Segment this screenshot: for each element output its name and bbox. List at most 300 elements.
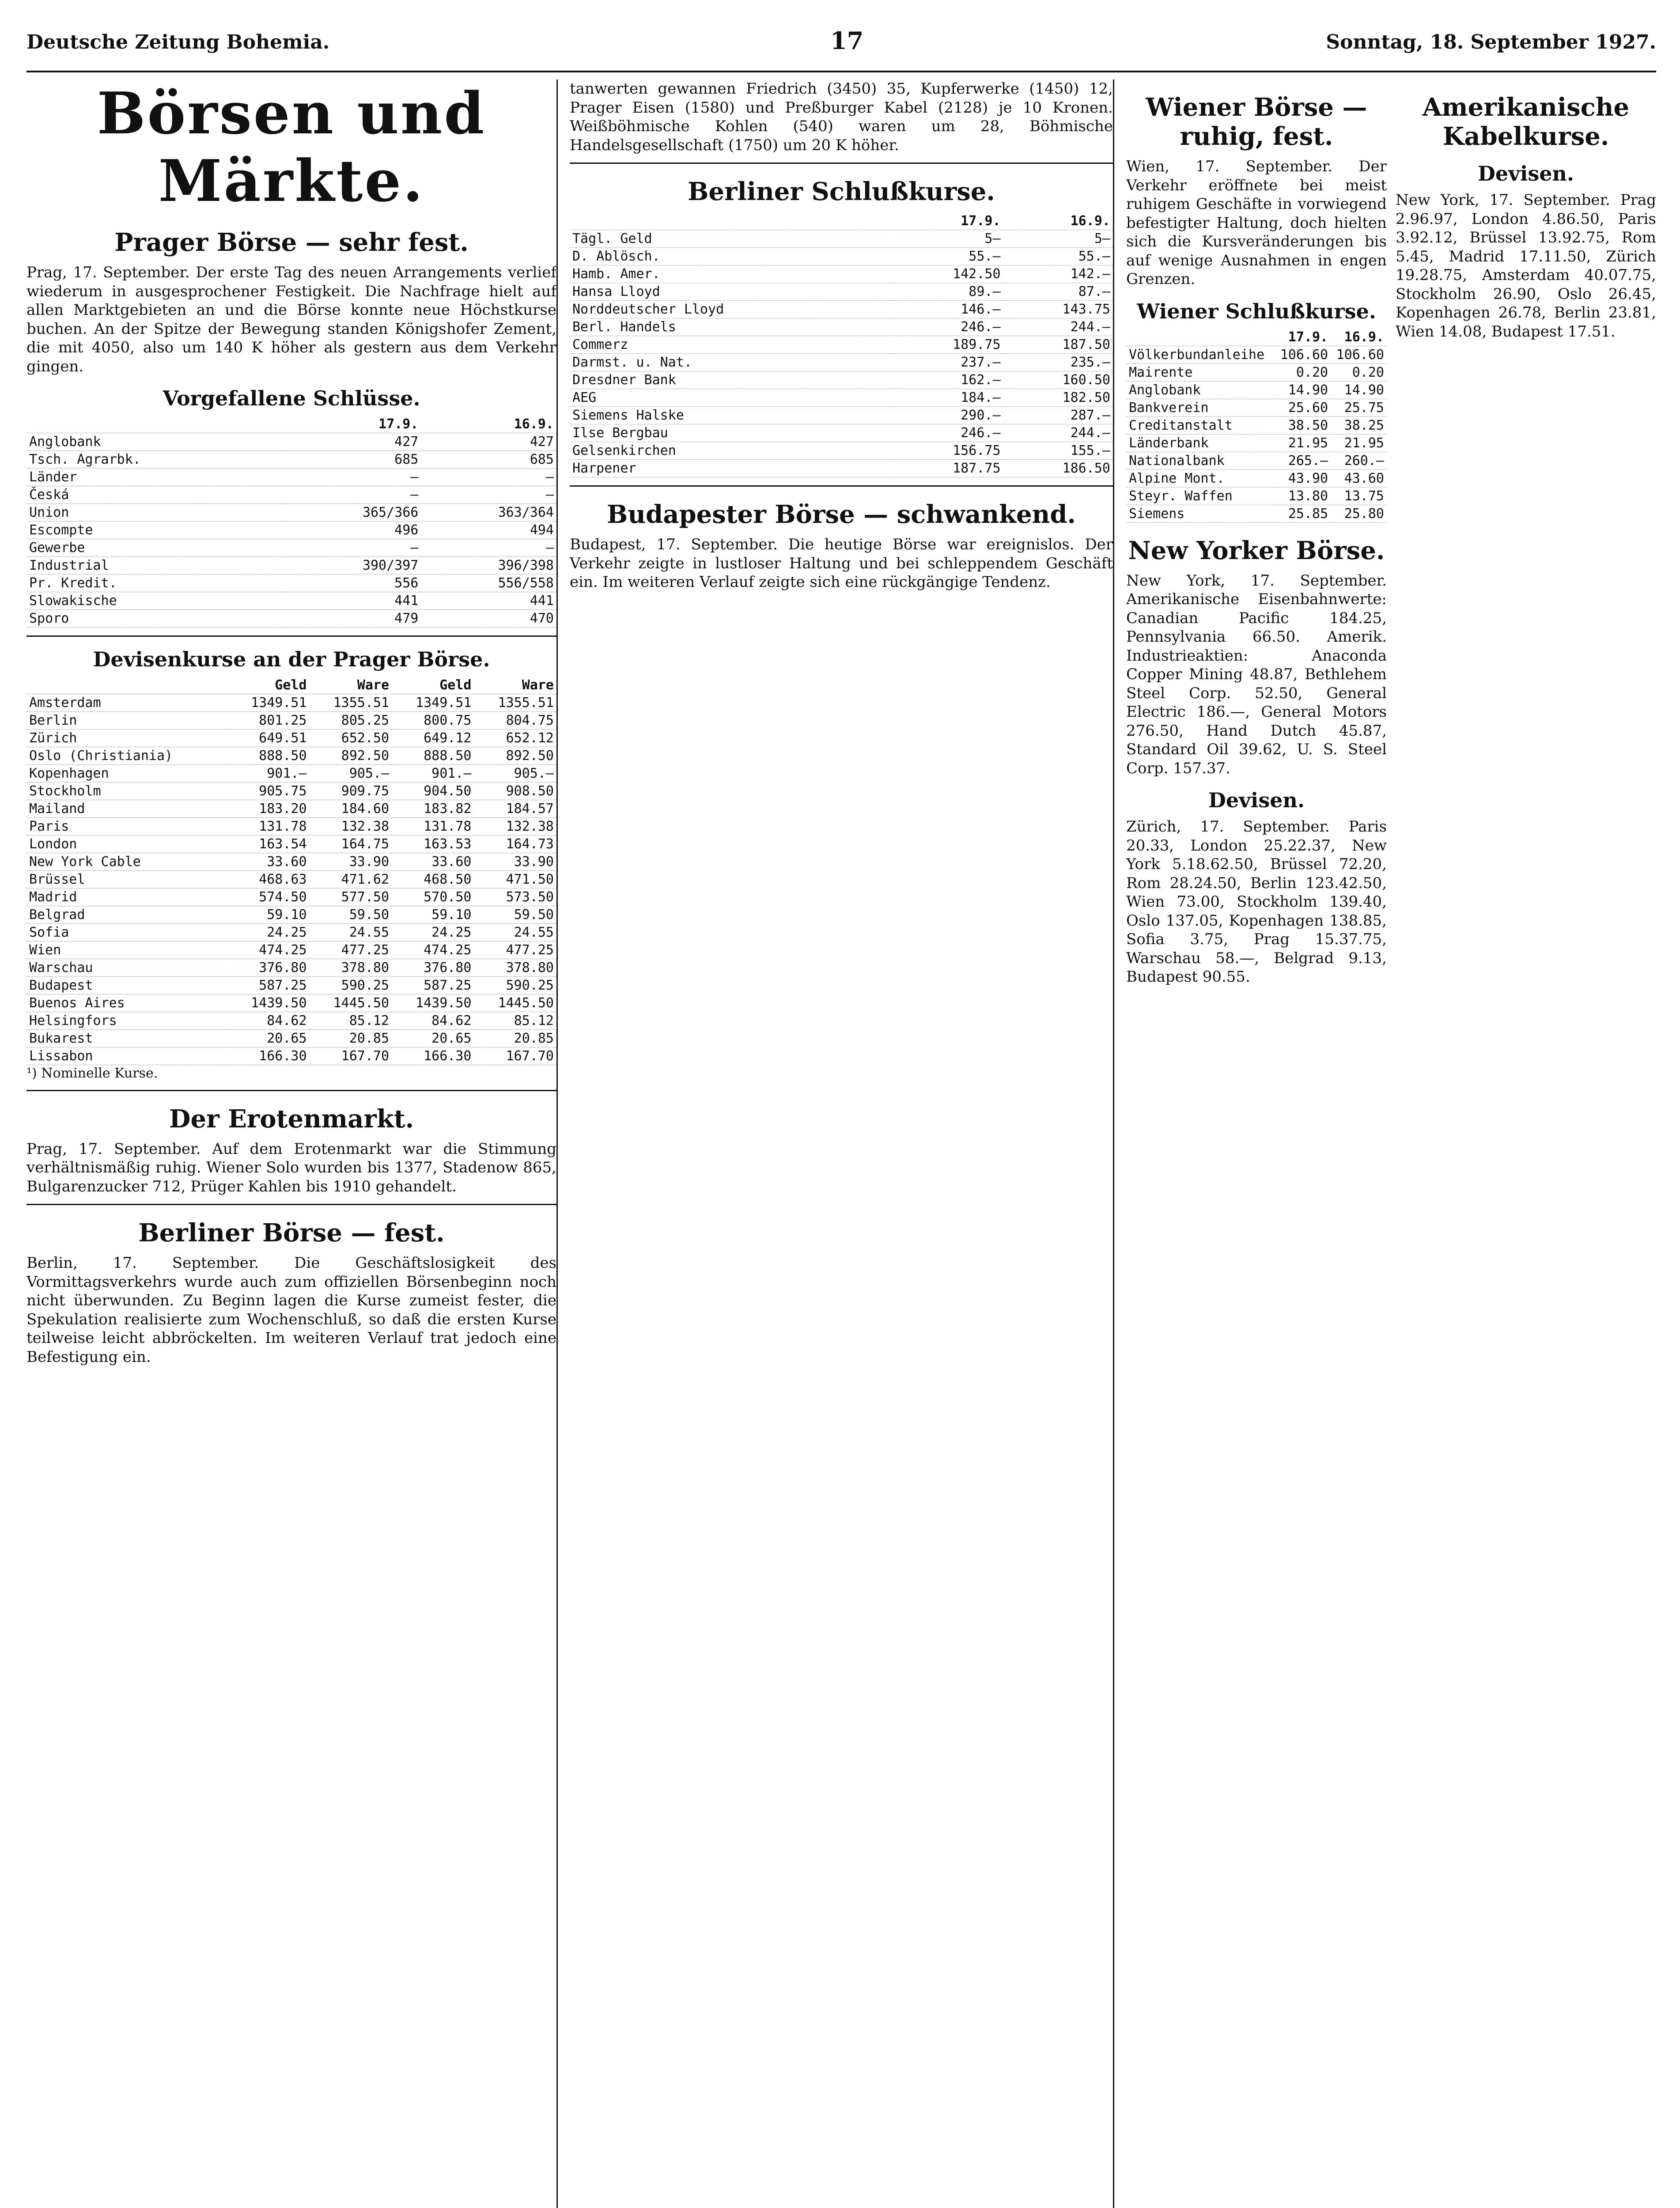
continued-text: tanwerten gewannen Friedrich (3450) 35, Kupferwerke (1450) 12, Prager Eisen (1580) und Preßburger Kabel (2128) je 10 Kronen. Weißböhmische Kohlen (540) waren um 28, Böhmische Handelsgesellschaft (1750) um 20 K höher. [570, 80, 1113, 154]
table-row [570, 442, 1113, 460]
table-cell: 1355.51 [310, 694, 392, 712]
table-cell: 246.— [893, 318, 1003, 336]
date-line: Sonntag, 18. September 1927. [1326, 31, 1656, 53]
table-cell: 474.25 [392, 941, 474, 959]
table-cell: Ilse Bergbau [570, 424, 893, 442]
table-cell: Siemens [1126, 505, 1275, 522]
table-cell: 21.95 [1275, 434, 1331, 452]
table-cell: 24.25 [392, 924, 474, 941]
table-cell: Belgrad [26, 906, 227, 924]
table-cell: 0.20 [1331, 363, 1387, 381]
table-cell: 89.— [893, 283, 1003, 301]
table-cell: — [286, 539, 421, 557]
table-cell: Creditanstalt [1126, 416, 1275, 434]
table-cell: Bukarest [26, 1030, 227, 1047]
table-cell: Norddeutscher Lloyd [570, 301, 893, 318]
table-row [26, 906, 556, 924]
table-cell: 131.78 [227, 818, 309, 836]
column-header: 17.9. [286, 416, 421, 433]
table-cell: 142.50 [893, 265, 1003, 283]
table-cell: Zürich [26, 730, 227, 747]
column-header: Ware [310, 677, 392, 694]
column-header: 16.9. [421, 416, 556, 433]
table-row [570, 407, 1113, 424]
table-cell: 905.— [310, 765, 392, 783]
table-row [26, 783, 556, 800]
table-cell: 24.25 [227, 924, 309, 941]
column-header [1126, 329, 1275, 346]
table-cell: Alpine Mont. [1126, 469, 1275, 487]
table-cell: 14.90 [1331, 381, 1387, 399]
table-cell: 155.— [1003, 442, 1113, 460]
table-cell: 84.62 [392, 1012, 474, 1030]
table-cell: 164.75 [310, 836, 392, 853]
table-cell: 904.50 [392, 783, 474, 800]
table-cell: 468.63 [227, 871, 309, 888]
table-cell: 162.— [893, 371, 1003, 389]
table-cell: 892.50 [310, 747, 392, 765]
schluesse-table [26, 416, 556, 628]
table-row [26, 818, 556, 836]
column-header: 16.9. [1331, 329, 1387, 346]
table-cell: Anglobank [26, 433, 286, 451]
table-cell: 901.— [392, 765, 474, 783]
table-cell: 474.25 [227, 941, 309, 959]
table-cell: 43.60 [1331, 469, 1387, 487]
table-row [26, 469, 556, 486]
table-cell: Hansa Lloyd [570, 283, 893, 301]
table-cell: — [421, 539, 556, 557]
table-row [570, 248, 1113, 265]
table-cell: Sofia [26, 924, 227, 941]
table-cell: 106.60 [1275, 346, 1331, 363]
table-cell: 143.75 [1003, 301, 1113, 318]
table-cell: Harpener [570, 460, 893, 477]
table-row [26, 694, 556, 712]
amerik-title: Amerikanische Kabelkurse. [1422, 93, 1630, 151]
table-cell: Helsingfors [26, 1012, 227, 1030]
table-cell: 33.60 [392, 853, 474, 871]
table-row [26, 836, 556, 853]
table-cell: Dresdner Bank [570, 371, 893, 389]
table-cell: Nationalbank [1126, 452, 1275, 469]
table-row [1126, 487, 1387, 505]
table-cell: Wien [26, 941, 227, 959]
table-cell: 5— [1003, 230, 1113, 248]
table-row [26, 433, 556, 451]
table-cell: 1445.50 [474, 994, 556, 1012]
table-cell: 574.50 [227, 888, 309, 906]
table-cell: Steyr. Waffen [1126, 487, 1275, 505]
table-cell: 33.90 [474, 853, 556, 871]
table-cell: 24.55 [474, 924, 556, 941]
table-cell: — [286, 469, 421, 486]
masthead: Deutsche Zeitung Bohemia. [26, 31, 330, 53]
table-cell: 187.75 [893, 460, 1003, 477]
table-cell: 184.— [893, 389, 1003, 407]
table-cell: 265.— [1275, 452, 1331, 469]
column-header: 17.9. [1275, 329, 1331, 346]
prag-title: Prager Börse — sehr fest. [114, 228, 469, 257]
table-row [26, 712, 556, 730]
table-cell: 84.62 [227, 1012, 309, 1030]
table-cell: 290.— [893, 407, 1003, 424]
table-cell: 556/558 [421, 575, 556, 592]
table-cell: Slowakische [26, 592, 286, 610]
table-cell: Völkerbundanleihe [1126, 346, 1275, 363]
table-cell: 182.50 [1003, 389, 1113, 407]
table-cell: Lissabon [26, 1047, 227, 1065]
table-cell: 13.75 [1331, 487, 1387, 505]
page-header [26, 18, 1656, 72]
table-cell: 20.85 [474, 1030, 556, 1047]
table-cell: 587.25 [392, 977, 474, 994]
berlin-title: Berliner Börse — fest. [138, 1218, 445, 1248]
table-cell: 287.— [1003, 407, 1113, 424]
table-cell: 376.80 [392, 959, 474, 977]
table-row [570, 389, 1113, 407]
table-row [26, 451, 556, 469]
table-cell: 163.53 [392, 836, 474, 853]
table-cell: 1439.50 [227, 994, 309, 1012]
table-cell: 21.95 [1331, 434, 1387, 452]
table-row [1126, 469, 1387, 487]
table-cell: 365/366 [286, 504, 421, 522]
table-cell: 13.80 [1275, 487, 1331, 505]
table-cell: 805.25 [310, 712, 392, 730]
table-cell: 494 [421, 522, 556, 539]
table-cell: 59.10 [392, 906, 474, 924]
table-cell: 260.— [1331, 452, 1387, 469]
table-row [570, 336, 1113, 354]
table-cell: 186.50 [1003, 460, 1113, 477]
table-cell: 85.12 [474, 1012, 556, 1030]
table-cell: 59.10 [227, 906, 309, 924]
table-row [26, 994, 556, 1012]
newspaper-page [26, 18, 1656, 2208]
table-cell: Sporo [26, 610, 286, 628]
table-cell: 427 [286, 433, 421, 451]
table-cell: 652.50 [310, 730, 392, 747]
table-cell: Amsterdam [26, 694, 227, 712]
table-cell: Berl. Handels [570, 318, 893, 336]
wiener-schluss-title: Wiener Schlußkurse. [1137, 299, 1376, 323]
table-cell: 189.75 [893, 336, 1003, 354]
table-cell: AEG [570, 389, 893, 407]
table-cell: 43.90 [1275, 469, 1331, 487]
column-right [1126, 79, 1656, 2208]
table-cell: 244.— [1003, 318, 1113, 336]
table-cell: Commerz [570, 336, 893, 354]
table-cell: 166.30 [227, 1047, 309, 1065]
table-row [570, 301, 1113, 318]
table-cell: 888.50 [227, 747, 309, 765]
table-cell: 390/397 [286, 557, 421, 575]
table-row [570, 283, 1113, 301]
table-cell: Tsch. Agrarbk. [26, 451, 286, 469]
divider [570, 485, 1113, 487]
divider [26, 635, 556, 637]
table-row [1126, 452, 1387, 469]
table-row [26, 871, 556, 888]
table-cell: 1349.51 [392, 694, 474, 712]
divider [570, 163, 1113, 164]
table-cell: 85.12 [310, 1012, 392, 1030]
table-cell: 106.60 [1331, 346, 1387, 363]
table-cell: 378.80 [310, 959, 392, 977]
table-row [26, 977, 556, 994]
table-cell: 25.80 [1331, 505, 1387, 522]
table-row [1126, 505, 1387, 522]
table-cell: 33.90 [310, 853, 392, 871]
table-cell: 25.75 [1331, 399, 1387, 416]
table-cell: 1445.50 [310, 994, 392, 1012]
ny-boerse-text: New York, 17. September. Amerikanische Eisenbahnwerte: Canadian Pacific 184.25, Pennsylvania 66.50. Amerik. Industrieaktien: Anaconda Copper Mining 48.87, Bethlehem Steel Corp. 52.50, General Electric 186.—, General Motors 276.50, Hand Dutch 45.87, Standard Oil 39.62, U. S. Steel Corp. 157.37. [1126, 571, 1387, 777]
column-middle [570, 79, 1114, 2208]
table-row [26, 730, 556, 747]
table-cell: 1355.51 [474, 694, 556, 712]
prag-text: Prag, 17. September. Der erste Tag des neuen Arrangements verlief wiederum in ausgesprochener Festigkeit. Die Nachfrage hielt auf allen Marktgebieten an und die Börse konnte neue Höchstkurse buchen. An der Spitze der Bewegung standen Königshofer Zement, die mit 4050, also um 140 K höher als gestern aus dem Verkehr gingen. [26, 264, 556, 375]
table-cell: 477.25 [310, 941, 392, 959]
table-cell: 901.— [227, 765, 309, 783]
table-cell: 184.57 [474, 800, 556, 818]
erotenmarkt-title: Der Erotenmarkt. [169, 1104, 414, 1134]
table-cell: 1349.51 [227, 694, 309, 712]
table-cell: 801.25 [227, 712, 309, 730]
table-row [570, 318, 1113, 336]
table-row [570, 460, 1113, 477]
table-cell: 468.50 [392, 871, 474, 888]
table-cell: Oslo (Christiania) [26, 747, 227, 765]
table-row [1126, 381, 1387, 399]
table-cell: 235.— [1003, 354, 1113, 371]
devisen-title: Devisenkurse an der Prager Börse. [93, 647, 490, 671]
amerik-text: New York, 17. September. Prag 2.96.97, London 4.86.50, Paris 3.92.12, Brüssel 13.92.75, Rom 5.45, Madrid 17.11.50, Zürich 19.28.75, Amsterdam 40.07.75, Stockholm 26.90, Oslo 26.45, Kopenhagen 26.78, Berlin 23.81, Wien 14.08, Budapest 17.51. [1396, 191, 1656, 340]
table-row [26, 1047, 556, 1065]
table-cell: 441 [286, 592, 421, 610]
table-cell: 146.— [893, 301, 1003, 318]
table-cell: 471.62 [310, 871, 392, 888]
table-cell: Hamb. Amer. [570, 265, 893, 283]
table-cell: Anglobank [1126, 381, 1275, 399]
table-cell: 441 [421, 592, 556, 610]
table-cell: 246.— [893, 424, 1003, 442]
table-cell: — [286, 486, 421, 504]
table-cell: Tägl. Geld [570, 230, 893, 248]
table-row [570, 265, 1113, 283]
table-row [1126, 363, 1387, 381]
table-row [26, 853, 556, 871]
table-cell: 160.50 [1003, 371, 1113, 389]
table-row [26, 486, 556, 504]
table-cell: 378.80 [474, 959, 556, 977]
table-cell: Siemens Halske [570, 407, 893, 424]
table-cell: 55.— [1003, 248, 1113, 265]
table-cell: 38.50 [1275, 416, 1331, 434]
table-cell: 590.25 [474, 977, 556, 994]
devisen-table [26, 677, 556, 1065]
table-cell: Gelsenkirchen [570, 442, 893, 460]
table-cell: 132.38 [310, 818, 392, 836]
table-cell: Darmst. u. Nat. [570, 354, 893, 371]
wien-title: Wiener Börse — ruhig, fest. [1146, 93, 1367, 151]
column-header: Geld [392, 677, 474, 694]
table-cell: Gewerbe [26, 539, 286, 557]
table-cell: Brüssel [26, 871, 227, 888]
table-cell: Buenos Aires [26, 994, 227, 1012]
table-row [26, 765, 556, 783]
table-cell: Escompte [26, 522, 286, 539]
main-title: Börsen und Märkte. [97, 79, 486, 215]
divider [26, 1090, 556, 1091]
page-number: 17 [830, 26, 864, 55]
amerik-sub: Devisen. [1478, 162, 1574, 185]
ny-boerse-title: New Yorker Börse. [1128, 536, 1385, 565]
table-cell: Berlin [26, 712, 227, 730]
table-cell: 38.25 [1331, 416, 1387, 434]
table-row [570, 371, 1113, 389]
table-cell: 20.65 [392, 1030, 474, 1047]
table-row [26, 959, 556, 977]
table-row [26, 557, 556, 575]
table-row [26, 888, 556, 906]
wien-text: Wien, 17. September. Der Verkehr eröffnete bei meist ruhigem Geschäfte in vorwiegend befestigter Haltung, doch hielten sich die Kursveränderungen bis auf wenige Ausnahmen in engen Grenzen. [1126, 158, 1387, 288]
table-cell: 184.60 [310, 800, 392, 818]
table-cell: 577.50 [310, 888, 392, 906]
table-cell: 164.73 [474, 836, 556, 853]
table-row [26, 941, 556, 959]
table-cell: Länderbank [1126, 434, 1275, 452]
table-row [570, 230, 1113, 248]
table-cell: Industrial [26, 557, 286, 575]
table-cell: 131.78 [392, 818, 474, 836]
table-cell: Union [26, 504, 286, 522]
table-cell: 14.90 [1275, 381, 1331, 399]
table-cell: 59.50 [474, 906, 556, 924]
column-header [26, 416, 286, 433]
table-cell: 1439.50 [392, 994, 474, 1012]
table-cell: 477.25 [474, 941, 556, 959]
table-cell: Mairente [1126, 363, 1275, 381]
table-row [26, 747, 556, 765]
table-row [1126, 416, 1387, 434]
table-cell: 87.— [1003, 283, 1113, 301]
table-cell: 167.70 [310, 1047, 392, 1065]
table-cell: 685 [421, 451, 556, 469]
table-cell: 166.30 [392, 1047, 474, 1065]
table-cell: 800.75 [392, 712, 474, 730]
devisen2-text: Zürich, 17. September. Paris 20.33, London 25.22.37, New York 5.18.62.50, Brüssel 72.20, Rom 28.24.50, Berlin 123.42.50, Wien 73.00, Stockholm 139.40, Oslo 137.05, Kopenhagen 138.85, Sofia 3.75, Prag 15.37.75, Warschau 58.—, Belgrad 9.13, Budapest 90.55. [1126, 818, 1387, 986]
table-cell: 905.75 [227, 783, 309, 800]
table-row [1126, 399, 1387, 416]
table-cell: 244.— [1003, 424, 1113, 442]
table-row [26, 504, 556, 522]
table-row [26, 800, 556, 818]
table-row [26, 924, 556, 941]
table-cell: 187.50 [1003, 336, 1113, 354]
erotenmarkt-text: Prag, 17. September. Auf dem Erotenmarkt war die Stimmung verhältnismäßig ruhig. Wiener Solo wurden bis 1377, Stadenow 865, Bulgarenzucker 712, Prüger Kahlen bis 1910 gehandelt. [26, 1140, 556, 1195]
table-cell: — [421, 486, 556, 504]
column-header [26, 677, 227, 694]
table-row [26, 1030, 556, 1047]
table-cell: 685 [286, 451, 421, 469]
table-row [26, 1012, 556, 1030]
column-header: 17.9. [893, 212, 1003, 230]
table-cell: 427 [421, 433, 556, 451]
table-cell: 24.55 [310, 924, 392, 941]
wiener-schluss-table [1126, 329, 1387, 523]
table-cell: 59.50 [310, 906, 392, 924]
table-cell: 363/364 [421, 504, 556, 522]
table-cell: 20.85 [310, 1030, 392, 1047]
table-cell: Kopenhagen [26, 765, 227, 783]
table-cell: 892.50 [474, 747, 556, 765]
table-cell: 479 [286, 610, 421, 628]
table-cell: Paris [26, 818, 227, 836]
column-header [570, 212, 893, 230]
table-cell: 5— [893, 230, 1003, 248]
column-left [26, 79, 558, 2208]
table-cell: 25.60 [1275, 399, 1331, 416]
table-cell: 237.— [893, 354, 1003, 371]
table-cell: 556 [286, 575, 421, 592]
table-cell: 570.50 [392, 888, 474, 906]
table-row [26, 575, 556, 592]
table-row [26, 610, 556, 628]
table-cell: 590.25 [310, 977, 392, 994]
berlin-text: Berlin, 17. September. Die Geschäftslosigkeit des Vormittagsverkehrs wurde auch zum offiziellen Börsenbeginn noch nicht überwunden. Zu Beginn lagen die Kurse zumeist fester, die Spekulation realisierte zum Wochenschluß, so daß die ersten Kurse teilweise leicht abbröckelten. Im weiteren Verlauf trat jedoch eine Befestigung ein. [26, 1254, 556, 1366]
table-cell: 471.50 [474, 871, 556, 888]
table-cell: 25.85 [1275, 505, 1331, 522]
table-cell: 496 [286, 522, 421, 539]
table-cell: 376.80 [227, 959, 309, 977]
table-cell: 652.12 [474, 730, 556, 747]
table-cell: 804.75 [474, 712, 556, 730]
table-cell: 396/398 [421, 557, 556, 575]
table-cell: 183.82 [392, 800, 474, 818]
table-cell: 470 [421, 610, 556, 628]
table-cell: 163.54 [227, 836, 309, 853]
table-cell: — [421, 469, 556, 486]
table-cell: New York Cable [26, 853, 227, 871]
table-cell: 649.12 [392, 730, 474, 747]
table-row [1126, 346, 1387, 363]
table-cell: Česká [26, 486, 286, 504]
table-cell: Länder [26, 469, 286, 486]
column-header: Geld [227, 677, 309, 694]
table-cell: 905.— [474, 765, 556, 783]
table-cell: 55.— [893, 248, 1003, 265]
berliner-schluss-table [570, 212, 1113, 477]
table-cell: 142.— [1003, 265, 1113, 283]
table-row [26, 522, 556, 539]
table-cell: Bankverein [1126, 399, 1275, 416]
devisen-note: ¹) Nominelle Kurse. [26, 1066, 158, 1081]
table-cell: 573.50 [474, 888, 556, 906]
table-cell: D. Ablösch. [570, 248, 893, 265]
table-cell: 156.75 [893, 442, 1003, 460]
berliner-schluss-title: Berliner Schlußkurse. [688, 177, 995, 206]
table-row [26, 592, 556, 610]
table-row [570, 424, 1113, 442]
table-cell: 33.60 [227, 853, 309, 871]
divider [26, 1204, 556, 1205]
table-cell: Stockholm [26, 783, 227, 800]
table-cell: 888.50 [392, 747, 474, 765]
table-cell: Mailand [26, 800, 227, 818]
table-cell: 132.38 [474, 818, 556, 836]
table-cell: 909.75 [310, 783, 392, 800]
